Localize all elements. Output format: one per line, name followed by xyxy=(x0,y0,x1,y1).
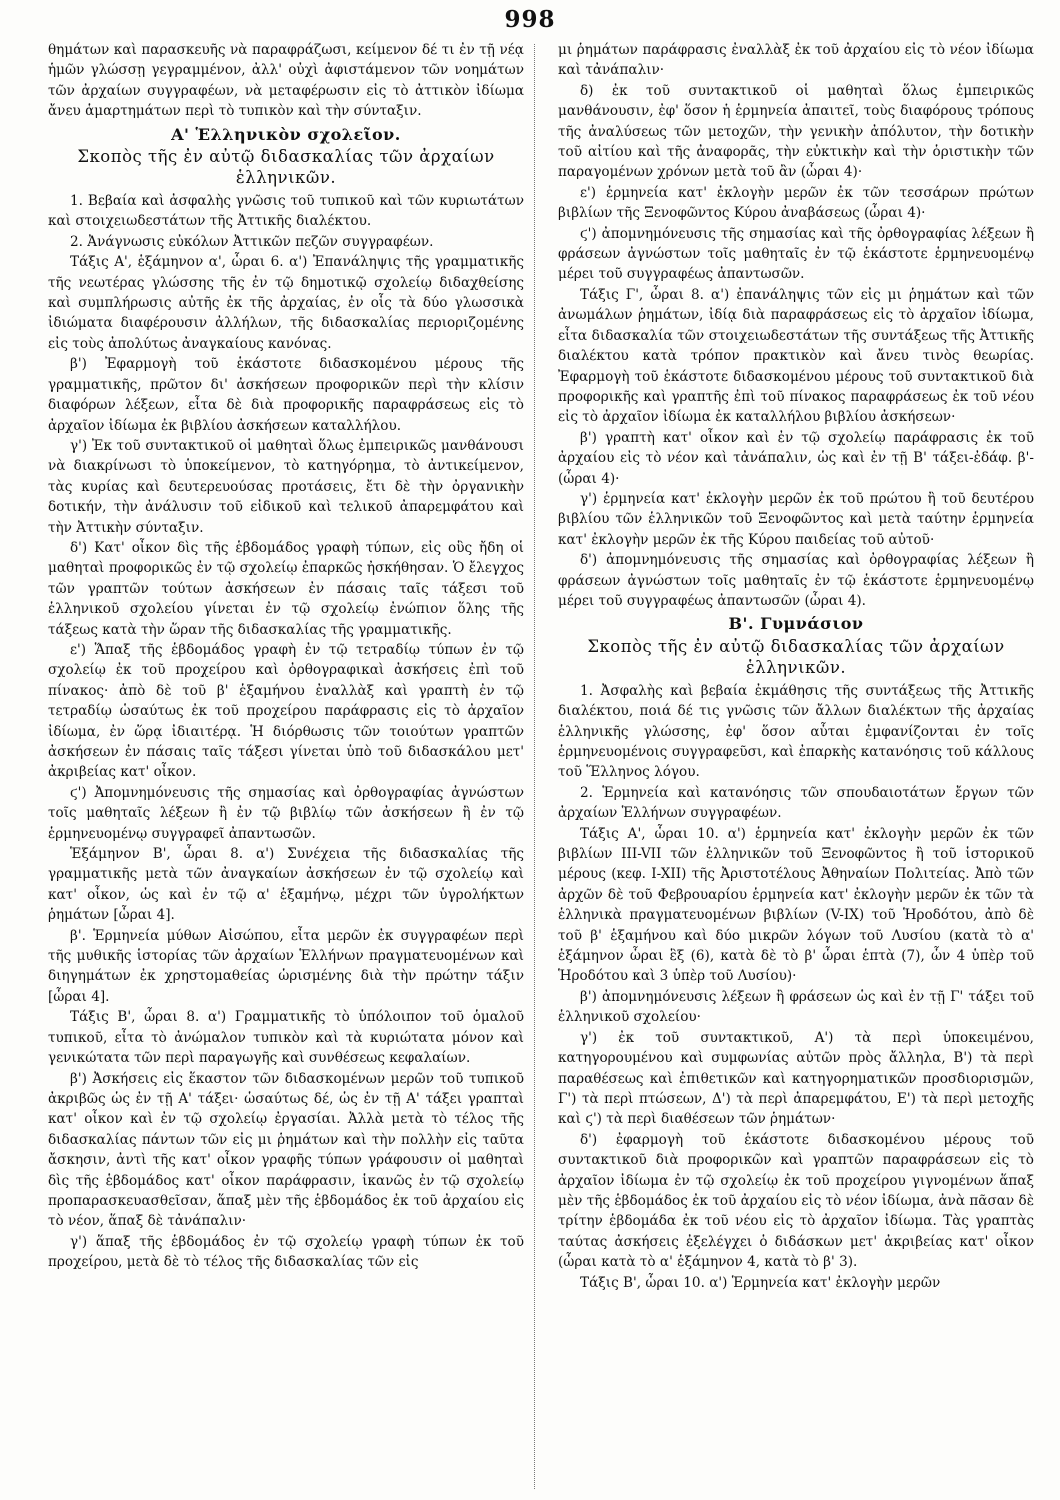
paragraph: δ') Κατ' οἶκον δὶς τῆς ἑβδομάδος γραφὴ τύπων, εἰς οὓς ἤδη οἱ μαθηταὶ προφορικῶς ἐν τῷ σχολείῳ ἐπαρκῶς ἠσκήθησαν. Ὁ ἔλεγχος τῶν γραπτῶν τούτων ἀσκήσεων ἐν πάσαις ταῖς τάξεσι τοῦ ἑλληνικοῦ σχολείου γίνεται ἐν τῷ σχολείῳ ἐνώπιον ὅλης τῆς τάξεως κατὰ τὴν ὥραν τῆς διδασκαλίας τῆς γραμματικῆς. xyxy=(48,539,524,638)
right-column xyxy=(558,40,1034,1293)
paragraph: γ') Ἐκ τοῦ συντακτικοῦ οἱ μαθηταὶ ὅλως ἐμπειρικῶς μανθάνουσι νὰ διακρίνωσι τὸ ὑποκείμενον, τὸ κατηγόρημα, τὸ ἀντικείμενον, τὰς κυρίας καὶ δευτερευούσας προτάσεις, ἔτι δὲ τὴν ὀργανικὴν δοτικήν, τὴν ἀνάλυσιν τοῦ εἰδικοῦ καὶ τελικοῦ ἀπαρεμφάτου καὶ τὴν Ἀττικὴν σύνταξιν. xyxy=(48,437,524,536)
paragraph: β') Ἐφαρμογὴ τοῦ ἑκάστοτε διδασκομένου μέρους τῆς γραμματικῆς, πρῶτον δι' ἀσκήσεων προφορικῶν περὶ τὴν κλίσιν διαφόρων λέξεων, εἶτα δὲ διὰ προφορικῆς παραφράσεως εἰς τὸ ἀρχαῖον ἰδίωμα ἐκ βιβλίου ἀσκήσεων καταλλήλου. xyxy=(48,356,524,434)
aim-item: 1. Βεβαία καὶ ἀσφαλὴς γνῶσις τοῦ τυπικοῦ καὶ τῶν κυριωτάτων καὶ στοιχειωδεστάτων τῆς Ἀττικῆς διαλέκτου. xyxy=(48,193,524,230)
aim-item: 2. Ἀνάγνωσις εὐκόλων Ἀττικῶν πεζῶν συγγραφέων. xyxy=(70,233,434,250)
paragraph: ε') Ἅπαξ τῆς ἑβδομάδος γραφὴ ἐν τῷ τετραδίῳ τύπων ἐν τῷ σχολείῳ ἐκ τοῦ προχείρου καὶ ὀρθογραφικαὶ ἀσκήσεις ἐπὶ τοῦ πίνακος· ἀπὸ δὲ τοῦ β' ἑξαμήνου ἐναλλὰξ καὶ γραπτὴ ἐν τῷ τετραδίῳ ὡσαύτως ἐκ τοῦ προχείρου παράφρασις εἰς τὸ ἀρχαῖον ἰδίωμα, ἐν ὥρᾳ ἰδιαιτέρᾳ. Ἡ διόρθωσις τῶν τοιούτων γραπτῶν ἀσκήσεων ἐν πάσαις ταῖς τάξεσι γίνεται ὑπὸ τοῦ διδασκάλου μετ' ἀκριβείας κατ' οἶκον. xyxy=(48,641,524,781)
paragraph: β') Ἀσκήσεις εἰς ἕκαστον τῶν διδασκομένων μερῶν τοῦ τυπικοῦ ἀκριβῶς ὡς ἐν τῇ Α' τάξει· ὡσαύτως δέ, ὡς ἐν τῇ Α' τάξει γραπταὶ κατ' οἶκον καὶ ἐν τῷ σχολείῳ ἐργασίαι. Ἀλλὰ μετὰ τὸ τέλος τῆς διδασκαλίας πάντων τῶν εἰς μι ῥημάτων καὶ τὴν πολλὴν εἰς ταῦτα ἄσκησιν, ἀντὶ τῆς κατ' οἶκον γραφῆς τύπων γράφουσιν οἱ μαθηταὶ δὶς τῆς ἑβδομάδος κατ' οἶκον παράφρασιν, ἱκανῶς ἐν τῷ σχολείῳ προπαρασκευασθεῖσαν, ἅπαξ μὲν τῆς ἑβδομάδος ἐκ τοῦ ἀρχαίου εἰς τὸ νέον, ἅπαξ δὲ τἀνάπαλιν· xyxy=(48,1070,524,1230)
section-title: Β'. Γυμνάσιον xyxy=(728,614,864,634)
paragraph: γ') ἐκ τοῦ συντακτικοῦ, Α') τὰ περὶ ὑποκειμένου, κατηγορουμένου καὶ συμφωνίας αὐτῶν πρὸς ἄλληλα, Β') τὰ περὶ παραθέσεως καὶ ἐπιθετικῶν καὶ κατηγορηματικῶν προσδιορισμῶν, Γ') τὰ περὶ πτώσεων, Δ') τὰ περὶ ἀπαρεμφάτου, Ε') τὰ περὶ μετοχῆς καὶ ϛ') τὰ περὶ διαθέσεων τῶν ῥημάτων· xyxy=(558,1029,1034,1128)
paragraph: ϛ') Ἀπομνημόνευσις τῆς σημασίας καὶ ὀρθογραφίας ἀγνώστων τοῖς μαθηταῖς λέξεων ἢ ἐν τῷ βιβλίῳ τῶν ἀσκήσεων ἢ ἐν τῷ ἑρμηνευομένῳ συγγραφεῖ ἀπαντωσῶν. xyxy=(48,784,524,842)
paragraph: γ') ἑρμηνεία κατ' ἐκλογὴν μερῶν ἐκ τοῦ πρώτου ἢ τοῦ δευτέρου βιβλίου τῶν ἑλληνικῶν τοῦ Ξενοφῶντος καὶ μετὰ ταύτην ἑρμηνεία κατ' ἐκλογὴν μερῶν ἐκ τῆς Κύρου παιδείας τοῦ αὐτοῦ· xyxy=(558,490,1034,548)
paragraph: Τάξις Β', ὧραι 8. α') Γραμματικῆς τὸ ὑπόλοιπον τοῦ ὁμαλοῦ τυπικοῦ, εἶτα τὸ ἀνώμαλον τυπικὸν καὶ τὰ κυριώτατα μόνον καὶ γενικώτατα τῶν περὶ παραγωγῆς καὶ συνθέσεως κεφαλαίων. xyxy=(48,1009,524,1067)
paragraph: Τάξις Α', ὧραι 10. α') ἑρμηνεία κατ' ἐκλογὴν μερῶν ἐκ τῶν βιβλίων III-VII τῶν ἑλληνικῶν τοῦ Ξενοφῶντος ἢ τοῦ ἱστορικοῦ μέρους (κεφ. I-XII) τῆς Ἀριστοτέλους Ἀθηναίων Πολιτείας. Ἀπὸ τῶν ἀρχῶν δὲ τοῦ Φεβρουαρίου ἑρμηνεία κατ' ἐκλογὴν μερῶν ἐκ τῶν τὰ ἑλληνικὰ πραγματευομένων βιβλίων (V-IX) τοῦ Ἡροδότου, ἀπὸ δὲ τοῦ β' ἑξαμήνου καὶ δύο μικρῶν λόγων τοῦ Λυσίου (κατὰ τὸ α' ἑξάμηνον ὧραι ἓξ (6), κατὰ δὲ τὸ β' ὧραι ἑπτὰ (7), ὧν 4 ὑπὲρ τοῦ Ἡροδότου καὶ 3 ὑπὲρ τοῦ Λυσίου)· xyxy=(558,825,1034,985)
section-subtitle: Σκοπὸς τῆς ἐν αὐτῷ διδασκαλίας τῶν ἀρχαίων ἑλληνικῶν. xyxy=(77,147,495,188)
paragraph: Ἑξάμηνον Β', ὧραι 8. α') Συνέχεια τῆς διδασκαλίας τῆς γραμματικῆς μετὰ τῶν ἀναγκαίων ἀσκήσεων ἐν τῷ σχολείῳ καὶ κατ' οἶκον, ὡς καὶ ἐν τῷ α' ἑξαμήνῳ, μέχρι τῶν ὑγρολήκτων ῥημάτων [ὧραι 4]. xyxy=(48,846,524,924)
column-divider xyxy=(534,44,535,1489)
paragraph: Τάξις Α', ἑξάμηνον α', ὧραι 6. α') Ἐπανάληψις τῆς γραμματικῆς τῆς νεωτέρας γλώσσης τῆς ἐν τῷ δημοτικῷ σχολείῳ διδαχθείσης καὶ συμπλήρωσις αὐτῆς ἐκ τῆς ἀρχαίας, ἐν οἷς τὰ δύο γλωσσικὰ ἰδιώματα διαφέρουσιν ἀλλήλων, τῆς διδασκαλίας περιοριζομένης εἰς τοὺς ἀπολύτως ἀναγκαίους κανόνας. xyxy=(48,254,524,352)
paragraph: δ') ἀπομνημόνευσις τῆς σημασίας καὶ ὀρθογραφίας λέξεων ἢ φράσεων ἀγνώστων τοῖς μαθηταῖς ἐν τῷ ἑκάστοτε ἑρμηνευομένῳ μέρει τοῦ συγγραφέως ἀπαντωσῶν (ὧραι 4). xyxy=(558,552,1034,609)
aim-item: 1. Ἀσφαλὴς καὶ βεβαία ἐκμάθησις τῆς συντάξεως τῆς Ἀττικῆς διαλέκτου, ποιά δέ τις γνῶσις τῶν ἄλλων διαλέκτων τῆς ἀρχαίας ἑλληνικῆς γλώσσης, ἐφ' ὅσον αὗται ἐμφανίζονται ἐν τοῖς ἑρμηνευομένοις συγγραφεῦσι, καὶ ἐπαρκὴς κατανόησις τοῦ κάλλους τοῦ Ἕλληνος λόγου. xyxy=(558,682,1034,781)
paragraph: Τάξις Β', ὧραι 10. α') Ἑρμηνεία κατ' ἐκλογὴν μερῶν xyxy=(580,1274,941,1291)
paragraph: β'. Ἑρμηνεία μύθων Αἰσώπου, εἶτα μερῶν ἐκ συγγραφέων περὶ τῆς μυθικῆς ἱστορίας τῶν ἀρχαίων Ἑλλήνων πραγματευομένων καὶ διηγημάτων ἐκ χρηστομαθείας ὡρισμένης διὰ τὴν πρώτην τάξιν [ὧραι 4]. xyxy=(48,927,524,1005)
paragraph: δ) ἐκ τοῦ συντακτικοῦ οἱ μαθηταὶ ὅλως ἐμπειρικῶς μανθάνουσιν, ἐφ' ὅσον ἡ ἑρμηνεία ἀπαιτεῖ, τοὺς διαφόρους τρόπους τῆς ἀναλύσεως τῶν μετοχῶν, τὴν γενικὴν ἀπόλυτον, τὴν δοτικὴν τοῦ αἰτίου καὶ τῆς ἀναφορᾶς, τὴν εὐκτικὴν καὶ τὴν ὁριστικὴν τῶν παραγομένων χρόνων μετὰ τοῦ ἂν (ὧραι 4)· xyxy=(558,82,1034,181)
paragraph: μι ῥημάτων παράφρασις ἐναλλὰξ ἐκ τοῦ ἀρχαίου εἰς τὸ νέον ἰδίωμα καὶ τἀνάπαλιν· xyxy=(558,42,1034,79)
paragraph: Τάξις Γ', ὧραι 8. α') ἐπανάληψις τῶν εἰς μι ῥημάτων καὶ τῶν ἀνωμάλων ῥημάτων, ἰδίᾳ διὰ παραφράσεως εἰς τὸ ἀρχαῖον ἰδίωμα, εἶτα διδασκαλία τῶν στοιχειωδεστάτων τῆς συντάξεως τῆς Ἀττικῆς διαλέκτου κατὰ τρόπον πρακτικὸν καὶ ἄνευ τινὸς θεωρίας. Ἐφαρμογὴ τοῦ ἑκάστοτε διδασκομένου μέρους τοῦ συντακτικοῦ διὰ προφορικῆς καὶ γραπτῆς ἐπὶ τοῦ πίνακος παραφράσεως ἐκ τοῦ νέου εἰς τὸ ἀρχαῖον ἰδίωμα ἐκ καταλλήλου βιβλίου ἀσκήσεων· xyxy=(558,286,1034,426)
aim-item: 2. Ἑρμηνεία καὶ κατανόησις τῶν σπουδαιοτάτων ἔργων τῶν ἀρχαίων Ἑλλήνων συγγραφέων. xyxy=(558,784,1034,822)
paragraph: β') γραπτὴ κατ' οἶκον καὶ ἐν τῷ σχολείῳ παράφρασις ἐκ τοῦ ἀρχαίου εἰς τὸ νέον καὶ τἀνάπαλιν, ὡς καὶ ἐν τῇ Β' τάξει-ἐδάφ. β'-(ὧραι 4)· xyxy=(558,429,1034,487)
paragraph: β') ἀπομνημόνευσις λέξεων ἢ φράσεων ὡς καὶ ἐν τῇ Γ' τάξει τοῦ ἑλληνικοῦ σχολείου· xyxy=(558,988,1034,1026)
section-title: Α' Ἑλληνικὸν σχολεῖον. xyxy=(171,124,401,144)
section-subtitle: Σκοπὸς τῆς ἐν αὐτῷ διδασκαλίας τῶν ἀρχαίων ἑλληνικῶν. xyxy=(587,636,1005,677)
paragraph: θημάτων καὶ παρασκευῆς νὰ παραφράζωσι, κείμενον δέ τι ἐν τῇ νέᾳ ἡμῶν γλώσσῃ γεγραμμένον, ἀλλ' οὐχὶ ἀφιστάμενον τῶν νοημάτων τῶν ἀρχαίων συγγραφέων, νὰ μεταφέρωσιν εἰς τὸ ἀττικὸν ἰδίωμα ἄνευ ἁμαρτημάτων περὶ τὸ τυπικὸν καὶ τὴν σύνταξιν. xyxy=(48,42,524,120)
paragraph: δ') ἐφαρμογὴ τοῦ ἑκάστοτε διδασκομένου μέρους τοῦ συντακτικοῦ διὰ προφορικῶν καὶ γραπτῶν παραφράσεων εἰς τὸ ἀρχαῖον ἰδίωμα ἐν τῷ σχολείῳ ἐκ τοῦ προχείρου γιγνομένων ἅπαξ μὲν τῆς ἑβδομάδος ἐκ τοῦ ἀρχαίου εἰς τὸ νέον ἰδίωμα, ἀνὰ πᾶσαν δὲ τρίτην ἑβδομάδα ἐκ τοῦ νέου εἰς τὸ ἀρχαῖον ἰδίωμα. Τὰς γραπτὰς ταύτας ἀσκήσεις ἐξελέγχει ὁ διδάσκων μετ' ἀκριβείας κατ' οἶκον (ὧραι κατὰ τὸ α' ἑξάμηνον 4, κατὰ τὸ β' 3). xyxy=(558,1131,1034,1271)
left-column xyxy=(48,40,524,1273)
paragraph: ϛ') ἀπομνημόνευσις τῆς σημασίας καὶ τῆς ὀρθογραφίας λέξεων ἢ φράσεων ἀγνώστων τοῖς μαθηταῖς ἐν τῷ ἑκάστοτε ἑρμηνευομένῳ μέρει τοῦ συγγραφέως ἀπαντωσῶν. xyxy=(558,225,1034,283)
paragraph: γ') ἅπαξ τῆς ἑβδομάδος ἐν τῷ σχολείῳ γραφὴ τύπων ἐκ τοῦ προχείρου, μετὰ δὲ τὸ τέλος τῆς διδασκαλίας τῶν εἰς xyxy=(48,1233,524,1271)
page-number: 998 xyxy=(504,6,556,33)
paragraph: ε') ἑρμηνεία κατ' ἐκλογὴν μερῶν ἐκ τῶν τεσσάρων πρώτων βιβλίων τῆς Ξενοφῶντος Κύρου ἀναβάσεως (ὧραι 4)· xyxy=(558,184,1034,222)
